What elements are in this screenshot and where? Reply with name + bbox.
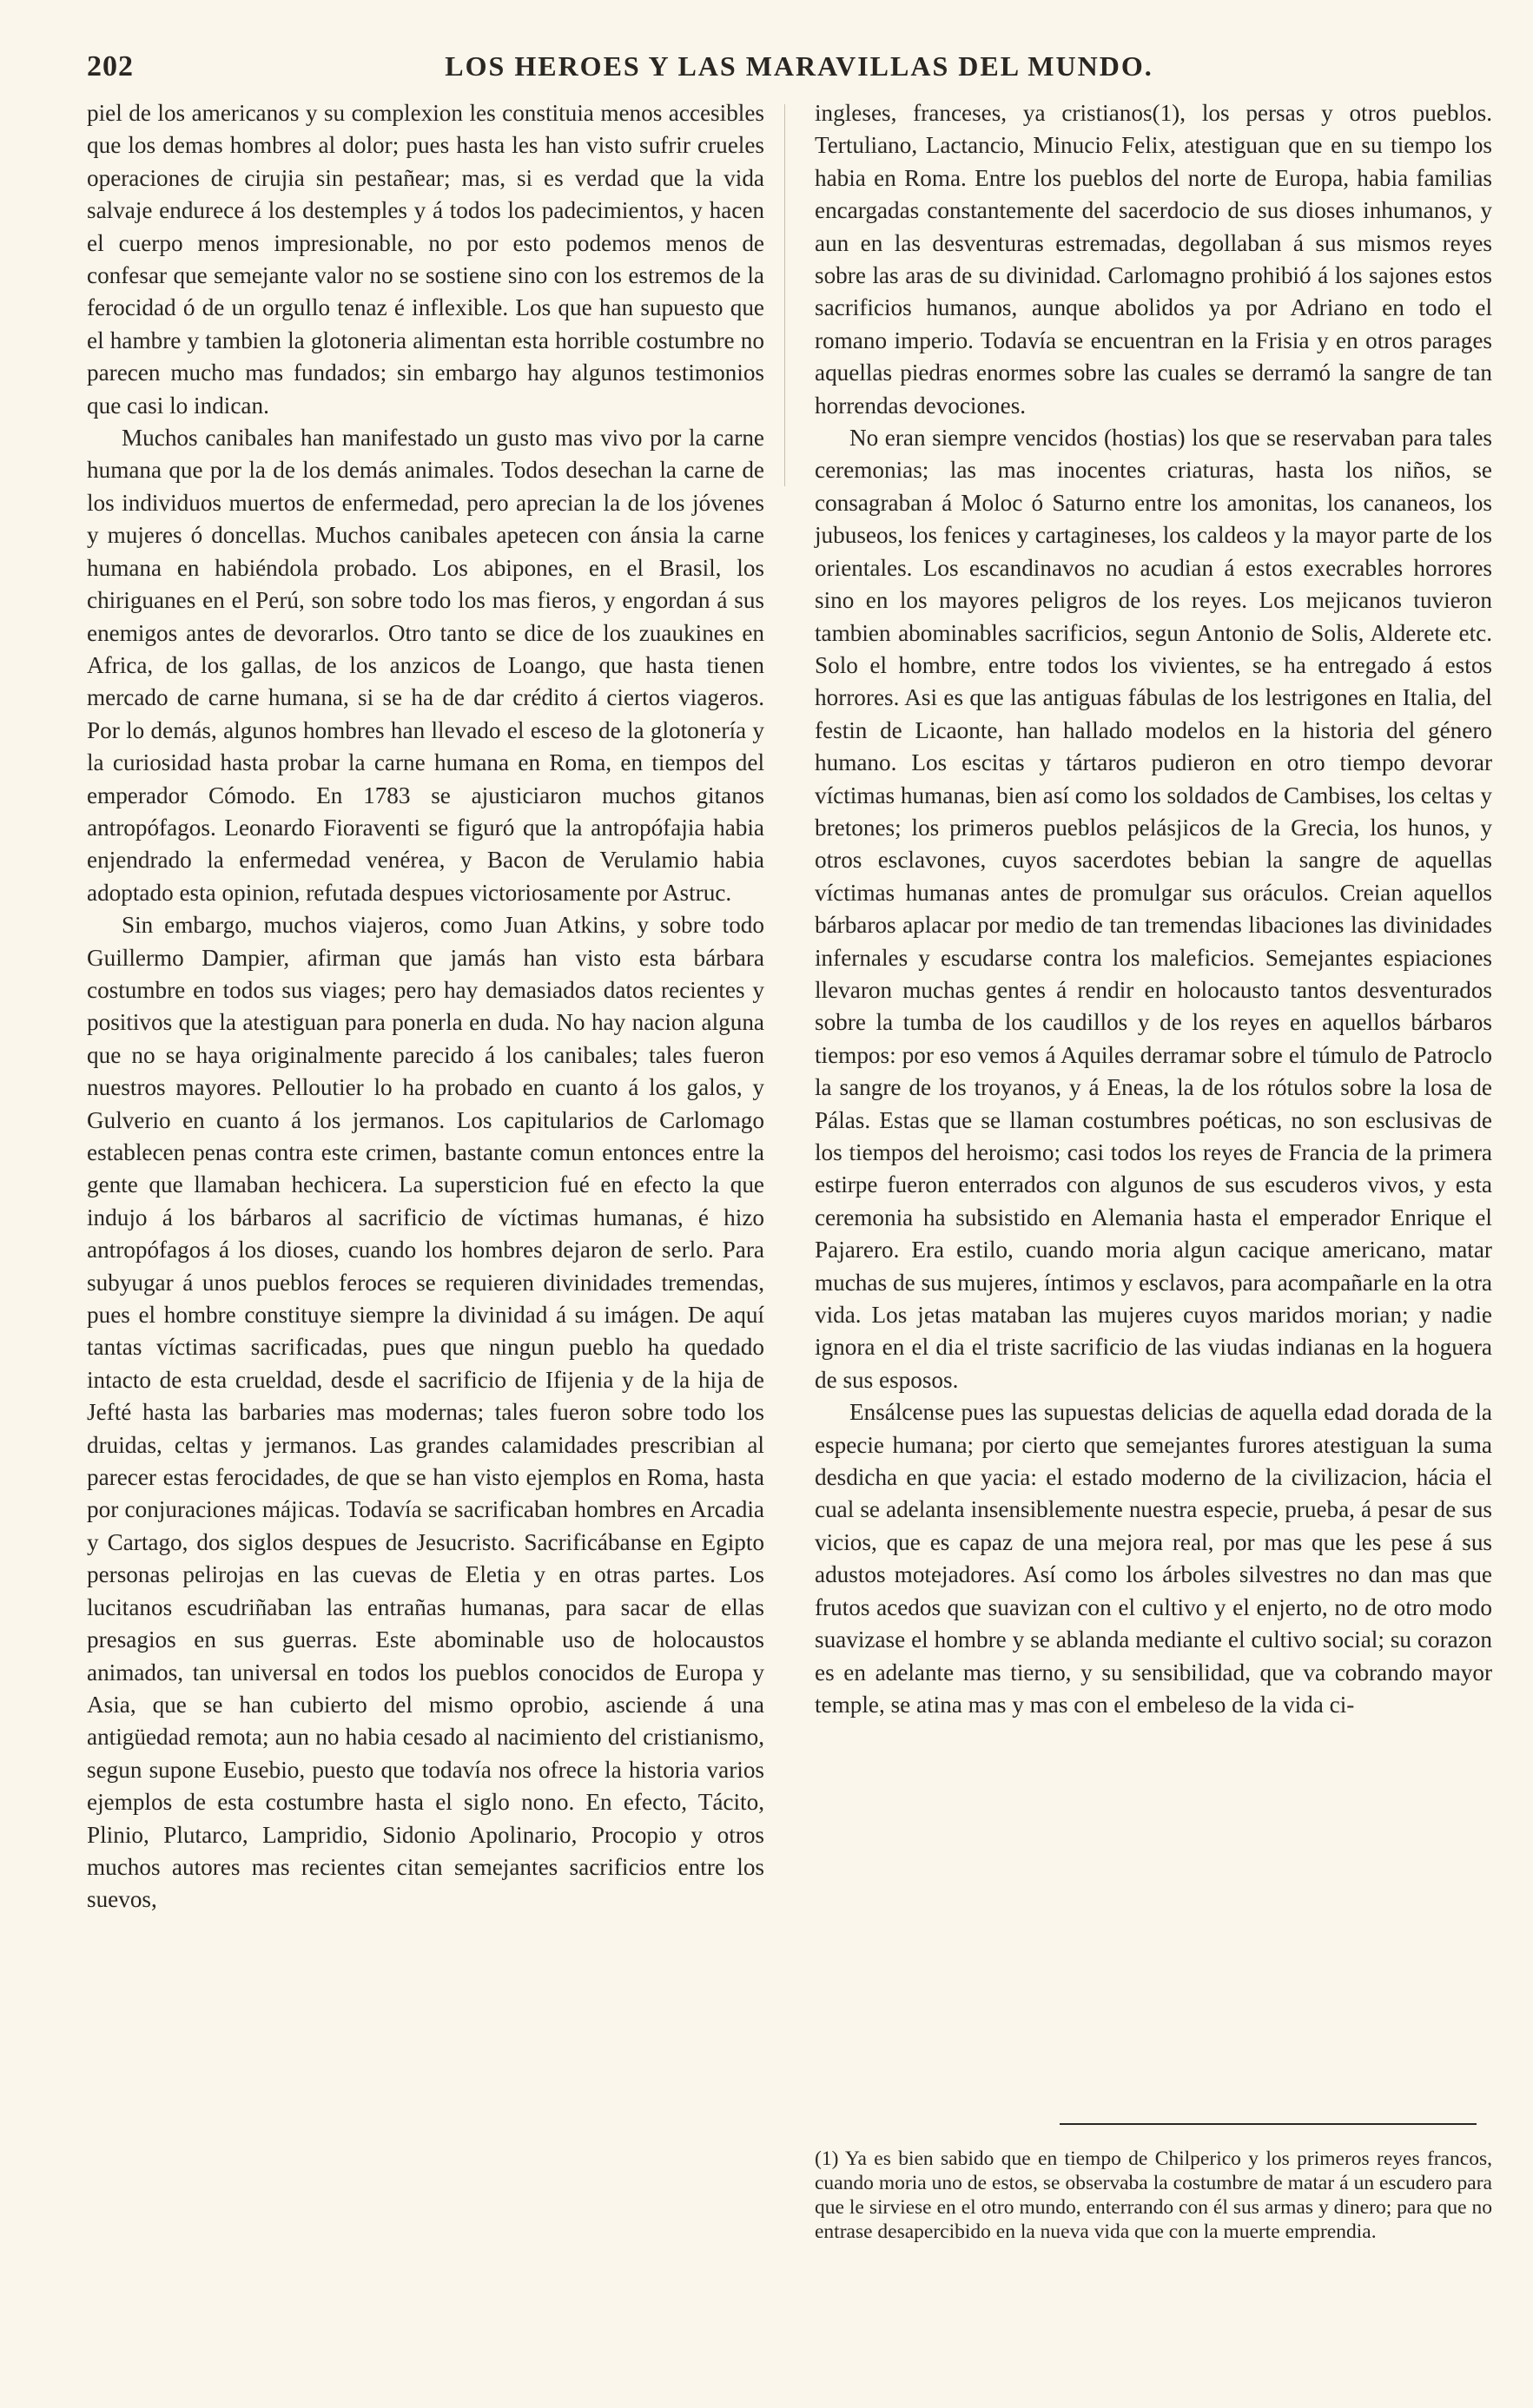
left-column: [87, 97, 764, 1917]
footnote-rule: [1060, 2123, 1477, 2125]
paragraph: Sin embargo, muchos viajeros, como Juan Atkins, y sobre todo Guillermo Dampier, afirman que jamás han visto esta bárbara costumbre en todos sus viages; pero hay demasiados datos recientes y positivos que la atestiguan para ponerla en duda. No hay nacion alguna que no se haya originalmente parecido á los canibales; tales fueron nuestros mayores. Pelloutier lo ha probado en cuanto á los galos, y Gulverio en cuanto á los jermanos. Los capitularios de Carlomago establecen penas contra este crimen, bastante comun entonces entre la gente que llamaban hechicera. La supersticion fué en efecto la que indujo á los bárbaros al sacrificio de víctimas humanas, é hizo antropófagos á los dioses, cuando los hombres dejaron de serlo. Para subyugar á unos pueblos feroces se requieren divinidades tremendas, pues el hombre constituye siempre la divinidad á su imágen. De aquí tantas víctimas sacrificadas, pues que ningun pueblo ha quedado intacto de esta crueldad, desde el sacrificio de Ifijenia y de la hija de Jefté hasta las barbaries mas modernas; tales fueron sobre todo los druidas, celtas y jermanos. Las grandes calamidades prescribian al parecer estas ferocidades, de que se han visto ejemplos en Roma, hasta por conjuraciones májicas. Todavía se sacrificaban hombres en Arcadia y Cartago, dos siglos despues de Jesucristo. Sacrificábanse en Egipto personas pelirojas en las cuevas de Eletia y en otras partes. Los lucitanos escudriñaban las entrañas humanas, para sacar de ellas presagios en sus guerras. Este abominable uso de holocaustos animados, tan universal en todos los pueblos conocidos de Europa y Asia, que se han cubierto del mismo oprobio, asciende á una antigüedad remota; aun no habia cesado al nacimiento del cristianismo, segun supone Eusebio, puesto que todavía nos ofrece la historia varios ejemplos de esta costumbre hasta el siglo nono. En efecto, Tácito, Plinio, Plutarco, Lampridio, Sidonio Apolinario, Procopio y otros muchos autores mas recientes citan semejantes sacrificios entre los suevos,: [87, 912, 764, 1913]
paragraph: Ensálcense pues las supuestas delicias de aquella edad dorada de la especie humana; por cierto que semejantes furores atestiguan la suma desdicha en que yacia: el estado moderno de la civilizacion, hácia el cual se adelanta insensiblemente nuestra especie, prueba, á pesar de sus vicios, que es capaz de una mejora real, por mas que les pese á sus adustos motejadores. Así como los árboles silvestres no dan mas que frutos acedos que suavizan con el cultivo y el enjerto, no de otro modo suavizase el hombre y se ablanda mediante el cultivo social; su corazon es en adelante mas tierno, y su sensibilidad, que va cobrando mayor temple, se atina mas y mas con el embeleso de la vida ci-: [815, 1399, 1492, 1718]
paragraph: ingleses, franceses, ya cristianos(1), los persas y otros pueblos. Tertuliano, Lactancio, Minucio Felix, atestiguan que en su tiempo los habia en Roma. Entre los pueblos del norte de Europa, habia familias encargadas constantemente del sacerdocio de sus dioses inhumanos, y aun en las desventuras estremadas, degollaban á sus mismos reyes sobre las aras de su divinidad. Carlomagno prohibió á los sajones estos sacrificios humanos, aunque abolidos ya por Adriano en todo el romano imperio. Todavía se encuentran en la Frisia y en otros parages aquellas piedras enormes sobre las cuales se derramó la sangre de tan horrendas devociones.: [815, 100, 1492, 419]
column-divider: [784, 104, 785, 486]
footnote: (1) Ya es bien sabido que en tiempo de Chilperico y los primeros reyes francos, cuando moria uno de estos, se observaba la costumbre de matar á un escudero para que le sirviese en el otro mundo, enterrando con él sus armas y dinero; para que no entrase desapercibido en la nueva vida que con la muerte emprendia.: [815, 2147, 1492, 2243]
paragraph: No eran siempre vencidos (hostias) los que se reservaban para tales ceremonias; las mas inocentes criaturas, hasta los niños, se consagraban á Moloc ó Saturno entre los amonitas, los cananeos, los jubuseos, los fenices y cartagineses, los caldeos y la mayor parte de los orientales. Los escandinavos no acudian á estos execrables horrores sino en los mayores peligros de los reyes. Los mejicanos tuvieron tambien abominables sacrificios, segun Antonio de Solis, Alderete etc. Solo el hombre, entre todos los vivientes, se ha entregado á estos horrores. Asi es que las antiguas fábulas de los lestrigones en Italia, del festin de Licaonte, han hallado modelos en la historia del género humano. Los escitas y tártaros pudieron en otro tiempo devorar víctimas humanas, bien así como los soldados de Cambises, los celtas y bretones; los primeros pueblos pelásjicos de la Grecia, los hunos, y otros esclavones, cuyos sacerdotes bebian la sangre de aquellas víctimas humanas antes de promulgar sus oráculos. Creian aquellos bárbaros aplacar por medio de tan tremendas libaciones las divinidades infernales y escudarse contra los maleficios. Semejantes espiaciones llevaron muchas gentes á rendir en holocausto tantos desventurados sobre la tumba de los caudillos y de los reyes en aquellos bárbaros tiempos: por eso vemos á Aquiles derramar sobre el túmulo de Patroclo la sangre de los troyanos, y á Eneas, la de los rótulos sobre la losa de Pálas. Estas que se llaman costumbres poéticas, no son esclusivas de los tiempos del heroismo; casi todos los reyes de Francia de la primera estirpe fueron enterrados con algunos de sus escuderos vivos, y esta ceremonia ha subsistido en Alemania hasta el emperador Enrique el Pajarero. Era estilo, cuando moria algun cacique americano, matar muchas de sus mujeres, íntimos y esclavos, para acompañarle en la otra vida. Los jetas mataban las mujeres cuyos maridos morian; y nadie ignora en el dia el triste sacrificio de las viudas indianas en la hoguera de sus esposos.: [815, 425, 1493, 1393]
running-title: LOS HEROES Y LAS MARAVILLAS DEL MUNDO.: [445, 50, 1153, 82]
paragraph: piel de los americanos y su complexion les constituia menos accesibles que los demas hombres al dolor; pues hasta les han visto sufrir crueles operaciones de cirujia sin pestañear; mas, si es verdad que la vida salvaje endurece á los destemples y á todos los padecimientos, y hacen el cuerpo menos impresionable, no por esto podemos menos de confesar que semejante valor no se sostiene sino con los estremos de la ferocidad ó de un orgullo tenaz é inflexible. Los que han supuesto que el hambre y tambien la glotoneria alimentan esta horrible costumbre no parecen mucho mas fundados; sin embargo hay algunos testimonios que casi lo indican.: [87, 100, 764, 419]
right-column: [815, 97, 1492, 1721]
page-header: [87, 50, 1442, 90]
page-number: 202: [87, 50, 134, 82]
paragraph: Muchos canibales han manifestado un gusto mas vivo por la carne humana que por la de los demás animales. Todos desechan la carne de los individuos muertos de enfermedad, pero aprecian la de los jóvenes y mujeres ó doncellas. Muchos canibales apetecen con ánsia la carne humana en habiéndola probado. Los abipones, en el Brasil, los chiriguanes en el Perú, son sobre todo los mas fieros, y engordan á sus enemigos antes de devorarlos. Otro tanto se dice de los zuaukines en Africa, de los gallas, de los anzicos de Loango, que hasta tienen mercado de carne humana, si se ha de dar crédito á ciertos viageros. Por lo demás, algunos hombres han llevado el esceso de la glotonería y la curiosidad hasta probar la carne humana en Roma, en tiempos del emperador Cómodo. En 1783 se ajusticiaron muchos gitanos antropófagos. Leonardo Fioraventi se figuró que la antropófajia habia enjendrado la enfermedad venérea, y Bacon de Verulamio habia adoptado esta opinion, refutada despues victoriosamente por Astruc.: [87, 425, 764, 906]
